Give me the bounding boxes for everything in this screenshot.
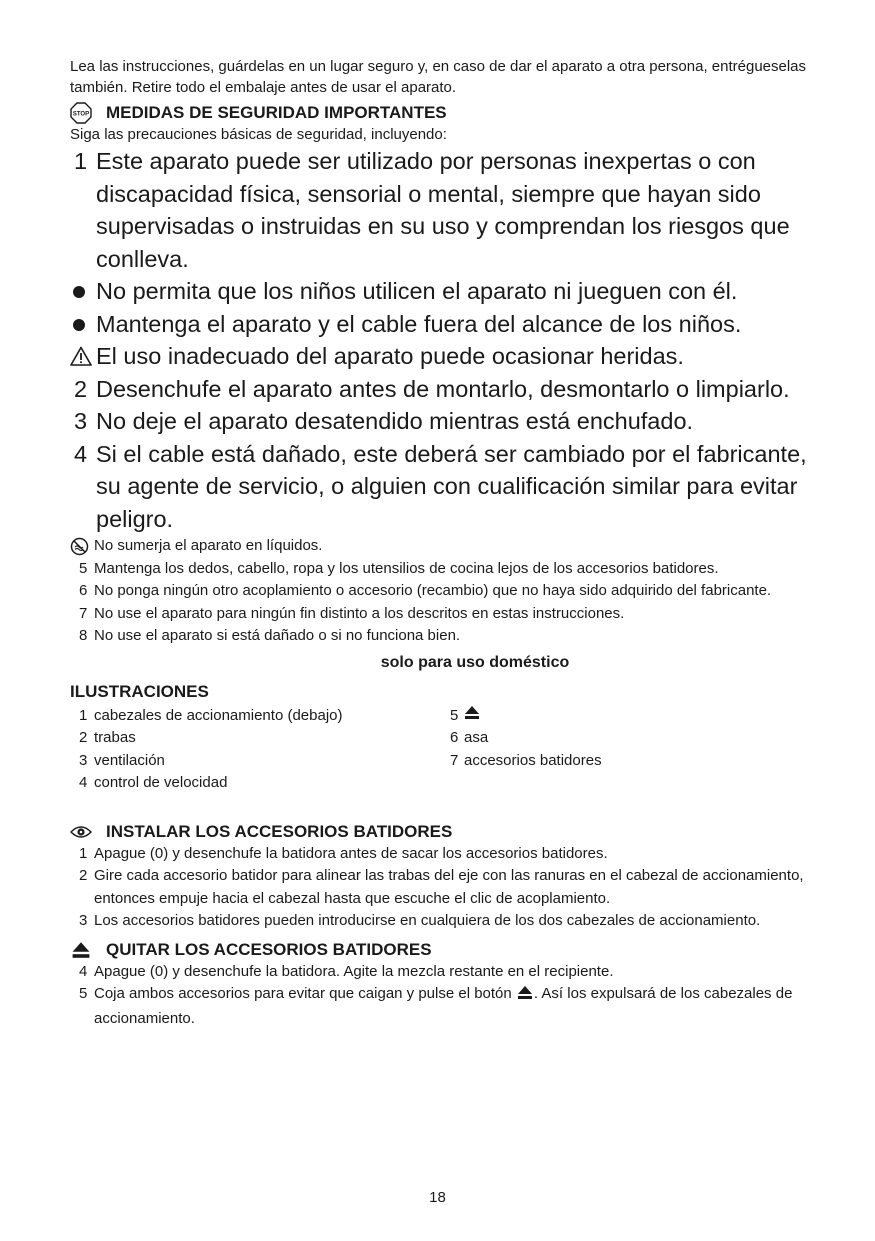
illustrations-col-1 bbox=[70, 705, 450, 795]
remove-list bbox=[70, 961, 830, 1031]
list-item: 1 Este aparato puede ser utilizado por personas inexpertas o con discapacidad física, sensorial o mental, siempre que hayan sido supervisadas o instruidas en su uso y comprendan los riesgos que conlleva. bbox=[70, 145, 830, 275]
eject-icon bbox=[70, 939, 92, 961]
install-title: INSTALAR LOS ACCESORIOS BATIDORES bbox=[106, 821, 453, 841]
domestic-use-note: solo para uso doméstico bbox=[380, 653, 570, 671]
no-immerse-icon bbox=[70, 535, 94, 558]
eye-icon bbox=[70, 821, 92, 843]
list-item: 6 No ponga ningún otro acoplamiento o accesorio (recambio) que no haya sido adquirido del fabricante. bbox=[70, 580, 830, 603]
list-item: 4 Si el cable está dañado, este deberá ser cambiado por el fabricante, su agente de servicio, o alguien con cualificación similar para evitar peligro. bbox=[70, 438, 830, 536]
safety-title: MEDIDAS DE SEGURIDAD IMPORTANTES bbox=[106, 103, 447, 122]
list-item: 1 Apague (0) y desenchufe la batidora antes de sacar los accesorios batidores. bbox=[79, 844, 608, 862]
intro-text: Lea las instrucciones, guárdelas en un lugar seguro y, en caso de dar el aparato a otra persona, entrégueselas también. Retire todo el embalaje antes de usar el aparato. bbox=[70, 58, 807, 96]
list-item: 3 ventilación bbox=[79, 751, 165, 769]
item-number: 3 bbox=[74, 408, 88, 434]
illustrations-col-2 bbox=[450, 705, 830, 795]
list-item: 3 Los accesorios batidores pueden introducirse en cualquiera de los dos cabezales de accionamiento. bbox=[79, 912, 761, 929]
list-item: 4 Apague (0) y desenchufe la batidora. Agite la mezcla restante en el recipiente. bbox=[79, 962, 614, 980]
illustrations-title: ILUSTRACIONES bbox=[70, 681, 209, 701]
list-item: 1 cabezales de accionamiento (debajo) bbox=[79, 706, 343, 724]
list-item: 7 No use el aparato para ningún fin distinto a los descritos en estas instrucciones. bbox=[70, 603, 830, 626]
item-number: 4 bbox=[74, 440, 88, 467]
item-number: 1 bbox=[74, 148, 88, 174]
remove-heading bbox=[70, 939, 830, 961]
install-list bbox=[70, 843, 830, 933]
list-item: 5 Coja ambos accesorios para evitar que caigan y pulse el botón . Así los expulsará de los cabezales de accionamiento. bbox=[79, 985, 793, 1027]
item-number: 2 bbox=[74, 375, 88, 402]
bullet-icon bbox=[70, 308, 96, 341]
eject-icon bbox=[464, 705, 480, 728]
list-item: 5 bbox=[450, 705, 830, 728]
stop-label: STOP bbox=[72, 111, 90, 118]
list-item: 2 Desenchufe el aparato antes de montarlo, desmontarlo o limpiarlo. bbox=[70, 373, 830, 406]
list-item: 7 accesorios batidores bbox=[450, 751, 602, 769]
list-item: 8 No use el aparato si está dañado o si no funciona bien. bbox=[70, 625, 830, 648]
big-safety-list bbox=[70, 145, 830, 535]
list-item: 2 Gire cada accesorio batidor para alinear las trabas del eje con las ranuras en el cabezal de accionamiento, entonces empuje hacia el cabezal hasta que escuche el clic de acoplamiento. bbox=[79, 867, 804, 907]
list-item: 3 No deje el aparato desatendido mientras está enchufado. bbox=[70, 405, 830, 438]
list-item: No sumerja el aparato en líquidos. bbox=[70, 535, 830, 558]
item-number: 6 bbox=[79, 582, 88, 599]
install-heading bbox=[70, 821, 830, 843]
list-item: No permita que los niños utilicen el aparato ni jueguen con él. bbox=[70, 275, 830, 308]
list-item: 2 trabas bbox=[79, 729, 136, 746]
item-number: 5 bbox=[79, 559, 88, 577]
list-item: 6 asa bbox=[450, 729, 489, 746]
page-content bbox=[70, 56, 830, 1030]
list-item: 5 Mantenga los dedos, cabello, ropa y los utensilios de cocina lejos de los accesorios batidores. bbox=[70, 558, 830, 581]
item-number: 8 bbox=[79, 627, 88, 644]
remove-title: QUITAR LOS ACCESORIOS BATIDORES bbox=[106, 939, 432, 959]
list-item: 4 control de velocidad bbox=[79, 774, 228, 791]
safety-subtitle: Siga las precauciones básicas de seguridad, incluyendo: bbox=[70, 126, 447, 143]
safety-heading bbox=[70, 102, 830, 124]
illustrations-list bbox=[70, 705, 830, 795]
page-number: 18 bbox=[429, 1189, 446, 1206]
eject-icon bbox=[517, 985, 533, 1008]
bullet-icon bbox=[70, 275, 96, 308]
stop-icon bbox=[70, 102, 92, 124]
warning-icon bbox=[70, 340, 96, 373]
list-item: Mantenga el aparato y el cable fuera del alcance de los niños. bbox=[70, 308, 830, 341]
list-item: El uso inadecuado del aparato puede ocasionar heridas. bbox=[70, 340, 830, 373]
small-safety-list bbox=[70, 535, 830, 648]
item-number: 7 bbox=[79, 604, 88, 622]
